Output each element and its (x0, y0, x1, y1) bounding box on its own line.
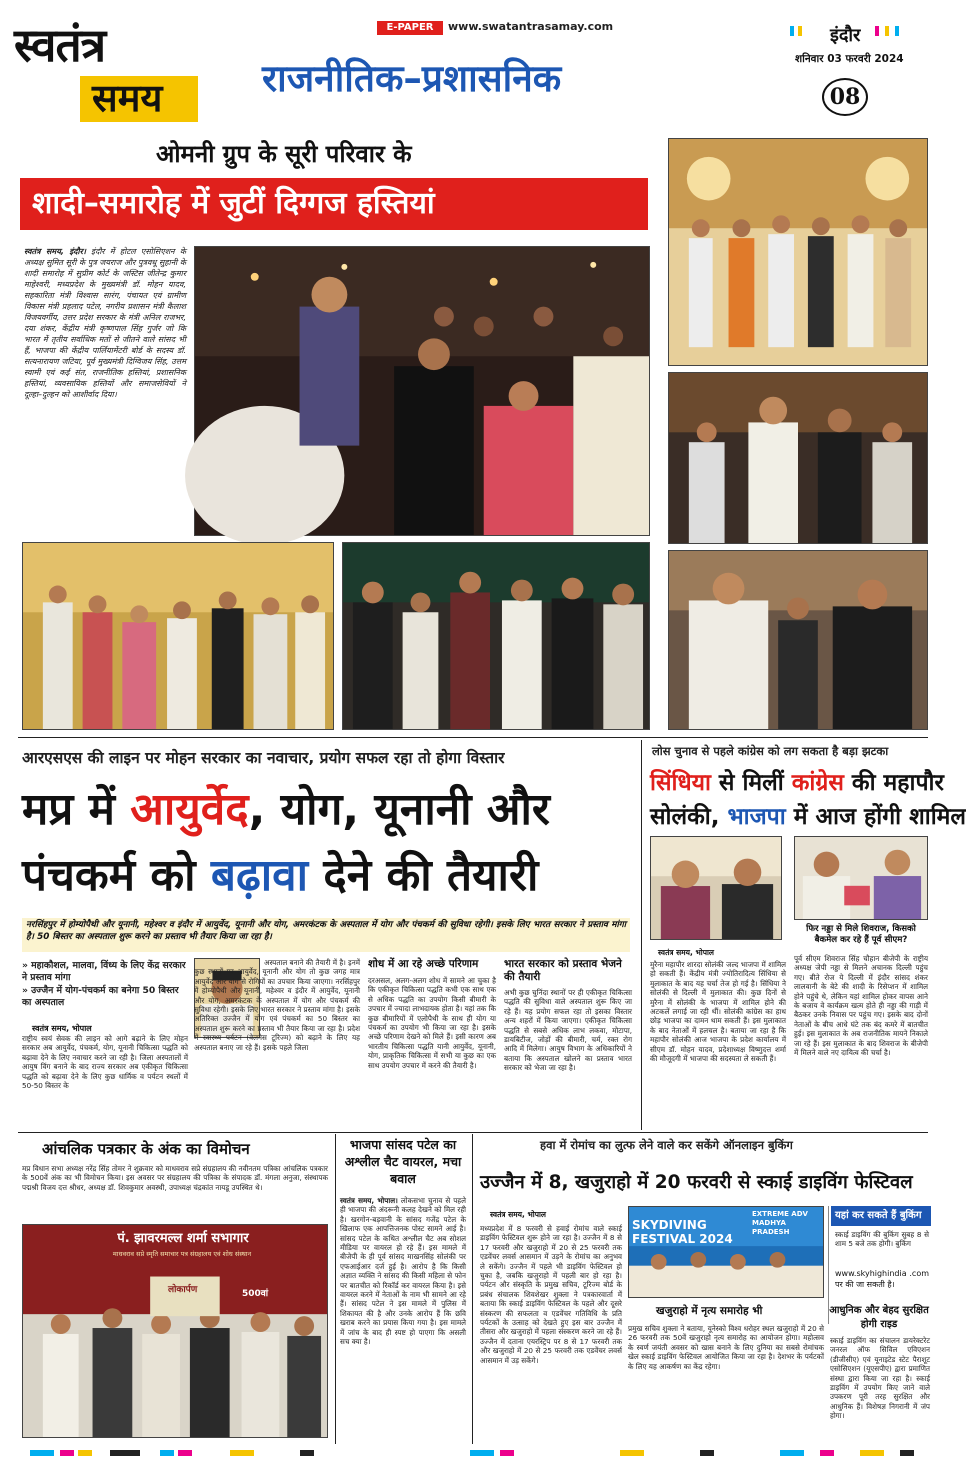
divider-vertical-3 (472, 1134, 473, 1444)
story-ayurveda-body-4: अभी कुछ चुनिंदा स्थानों पर ही एकीकृत चिकित्सा पद्धति की सुविधा वाले अस्पताल शुरू किए जा रहे हैं। यह प्रयोग सफल रहा तो इसका विस्तार अन्य शहरों में किया जाएगा। एकीकृत चिकित्सा पद्धति से सबसे अधिक लाभ लकवा, मोटापा, डायबिटीज, जोड़ों की बीमारी, चर्म, रक्त रोग आदि में मिलेगा। आयुष विभाग के अधिकारियों ने बताया कि अस्पताल खोलने का प्रस्ताव भारत सरकार को भेजा जा रहा है। (504, 988, 632, 1073)
story-ayurveda-sub-1: शोध में आ रहे अच्छे परिणाम (368, 958, 479, 970)
story-sindhia-headline-1 (650, 768, 944, 798)
photo-guests-greeting-image (669, 373, 927, 543)
headline-highlight-sindhia: सिंधिया (650, 770, 711, 796)
story-mp-chat (338, 1134, 468, 1444)
photo-leaders-meet (342, 542, 650, 730)
logo (14, 18, 199, 126)
story-mp-chat-text: लोकसभा चुनाव से पहले ही भाजपा की अंदरूनी कलह देखने को मिल रही है। खरगोन-बड़वानी के सांसद गजेंद्र पटेल के खिलाफ एक आपत्तिजनक पोस्ट सामने आई है। सांसद पटेल के कथित अश्लील चैट अब सोशल मीडिया पर वायरल हो रहे हैं। इस मामले में बीजेपी के ही पूर्व सांसद माखनसिंह सोलंकी पर एफआईआर दर्ज हुई है। आरोप है कि किसी अज्ञात व्यक्ति ने सांसद की किसी महिला से फोन पर बातचीत को रिकॉर्ड कर वायरल किया है। इसे वायरल करने में नेताओं के नाम भी सामने आ रहे हैं। सांसद पटेल ने इस मामले में पुलिस में शिकायत की है और उनके आरोप हैं कि छवि खराब करने का प्रयास किया गया है। इस मामले में जांच के बाद ही स्पष्ट हो पाएगा कि असली सच क्या है। (340, 1196, 466, 1347)
headline-part: , योग, यूनानी और (248, 784, 550, 835)
story-magazine (18, 1134, 332, 1444)
story-skydiving-sub-left: खजुराहो में नृत्य समारोह भी (656, 1305, 763, 1317)
headline-part: में आज होंगी शामिल (785, 804, 966, 830)
headline-highlight-bjp: भाजपा (727, 804, 786, 830)
bullet-item: » उज्जैन में योग-पंचकर्म का बनेगा 50 बिस्तर का अस्पताल (22, 985, 179, 1008)
photo-banner-subtext: माधवराव सप्रे स्मृति समाचार पत्र संग्रहालय एवं शोध संस्थान (112, 1250, 252, 1258)
divider-1 (18, 737, 928, 738)
story-ayurveda-body-3: दरअसल, अलग-अलग शोध में सामने आ चुका है कि एकीकृत चिकित्सा पद्धति कभी एक साथ एक से अधिक पद्धति का उपयोग किसी बीमारी के उपचार में ज्यादा लाभदायक होता है। यहां तक कि कुछ बीमारियों में एलोपैथी के साथ ही योग या पंचकर्म का उपयोग भी किया जा रहा है। इसके अच्छे परिणाम देखने को मिले हैं। इसी कारण अब भारतीय चिकित्सा पद्धति यानी आयुर्वेद, यूनानी, योग, प्राकृतिक चिकित्सा में सभी या कुछ का एक साथ उपयोग उपचार में करने की तैयारी है। (368, 976, 496, 1070)
story-skydiving-sub-right: आधुनिक और बेहद सुरक्षित होगी राइड (829, 1305, 929, 1330)
story-ayurveda-headline-2 (22, 848, 538, 904)
story-ayurveda-headline-1 (22, 782, 550, 838)
story-skydiving-body-left: प्रमुख सचिव शुक्ला ने बताया, यूनेस्को विश्व धरोहर स्थल खजुराहो में 20 से 26 फरवरी तक 50वें खजुराहो नृत्य समारोह का आयोजन होगा। महोत्सव के स्वर्ण जयंती अवसर को खास बनाने के लिए दुनिया का सबसे रोमांचक खेल स्काई डाइविंग फेस्टिवल आयोजित किया जा रहा है। देशभर के पर्यटकों के लिए यह आकर्षण का केंद्र रहेगा। (628, 1324, 824, 1371)
story-mp-chat-body (340, 1196, 466, 1440)
headline-part: से मिलीं (710, 770, 792, 796)
headline-part: पंचकर्म को (22, 850, 211, 901)
bullet-text: उज्जैन में योग-पंचकर्म का बनेगा 50 बिस्तर का अस्पताल (22, 985, 179, 1008)
story-sindhia-byline: स्वतंत्र समय, भोपाल (658, 948, 714, 957)
booking-box-url[interactable]: www.skyhighindia .com पर की जा सकती है। (835, 1269, 929, 1289)
story-mp-chat-byline: स्वतंत्र समय, भोपाल। (340, 1196, 398, 1205)
photo-leaders-meet-image (343, 543, 649, 729)
city-name: इंदौर (830, 25, 861, 46)
photo-shivraj-nadda (794, 836, 928, 920)
story-ayurveda-byline: स्वतंत्र समय, भोपाल (32, 1024, 92, 1033)
story-sindhia-kicker: लोस चुनाव से पहले कांग्रेस को लग सकता है बड़ा झटका (652, 744, 889, 758)
story-magazine-body: मप्र विधान सभा अध्यक्ष नरेंद्र सिंह तोमर ने शुक्रवार को माधवराव सप्रे संग्रहालय की नवीनतम पत्रिका आंचलिक पत्रकार के 500वें अंक का भी विमोचन किया। इस अवसर पर संग्रहालय की पत्रिका के संपादक डॉ. मंगला अनुजा, संस्थापक पद्मश्री विजय दत्त श्रीधर, अध्यक्ष डॉ. शिवकुमार अवस्थी, उपाध्यक्ष चंद्रकांत नायडू उपस्थित थे। (22, 1164, 328, 1192)
story-skydiving-headline: उज्जैन में 8, खजुराहो में 20 फरवरी से स्काई डाइविंग फेस्टिवल (480, 1172, 913, 1193)
story-wedding-kicker: ओमनी ग्रुप के सूरी परिवार के (156, 140, 412, 168)
photo-launch-number-text: 500वां (242, 1289, 269, 1299)
story-ayurveda-body-2: अस्पताल बनाने की तैयारी में है। इनमें कुछ स्थानों पर आयुर्वेद, यूनानी और योग तो कुछ जगह मात्र आयुर्वेद और योग से रोगियों का उपचार किया जाएगा। नरसिंहपुर में होम्योपैथी और यूनानी, महेश्वर व इंदौर में आयुर्वेद, यूनानी और योग, अमरकंटक के अस्पताल में योग और पंचकर्म की सुविधा रहेगी। इसके लिए भारत सरकार ने प्रस्ताव मांगा है। इसके अतिरिक्त उज्जैन में योग एवं पंचकर्म का 50 बिस्तर का अस्पताल शुरू करने का प्रस्ताव भी तैयार किया जा रहा है। प्रदेश में स्वास्थ्य पर्यटन (वेलनेस टूरिज्म) को बढ़ाने के लिए यह अस्पताल बनाए जा रहे हैं। इसके पहले जिला (194, 958, 360, 1052)
page-number: 08 (822, 78, 868, 116)
story-wedding-headline: शादी–समारोह में जुटीं दिग्गज हस्तियां (32, 186, 435, 221)
photo-guests-handshake (668, 550, 928, 730)
story-skydiving (476, 1134, 930, 1444)
story-ayurveda-bullets (22, 960, 188, 1016)
headline-highlight-congress: कांग्रेस (791, 770, 844, 796)
photo-shivraj-nadda-image (795, 837, 927, 919)
logo-top-text: स्वतंत्र (14, 18, 106, 72)
story-ayurveda-body-1: राष्ट्रीय स्वयं सेवक की लाइन को आगे बढ़ाने के लिए मोहन सरकार अब आयुर्वेद, पंचकर्म, योग, यूनानी चिकित्सा पद्धति को बढ़ावा देने के लिए नवाचार करने जा रही है। जिला अस्पतालों में आयुष विंग बनाने के बाद राज्य सरकार अब एकीकृत चिकित्सा पद्धति को बढ़ावा देने के लिए कुछ धार्मिक व पर्यटन स्थलों में 50-50 बिस्तर के (22, 1034, 188, 1091)
story-sindhia-body-2: पूर्व सीएम शिवराज सिंह चौहान बीजेपी के राष्ट्रीय अध्यक्ष जेपी नड्डा से मिलने अचानक दिल्ली पहुंच गए। बीते रोज ये दिल्ली में इंदौर सांसद शंकर लालवानी के बेटे की शादी के रिसेप्शन में शामिल होने पहुंचे थे, लेकिन यहां शामिल होकर वापस आने के बजाय वे कार्यक्रम खत्म होते ही नड्डा की गाड़ी में बैठकर उनके निवास पर पहुंच गए। इसके बाद दोनों नेताओं के बीच आधे घंटे तक बंद कमरे में बातचीत हुई। इस मुलाकात के अब राजनीतिक मायने निकाले जा रहे हैं। इस मुलाकात के बाद शिवराज के बीजेपी में मिलने वाले नए दायित्व की चर्चा है। (794, 954, 928, 1058)
headline-part: सोलंकी, (650, 804, 728, 830)
booking-box-body: स्काई डाइविंग की बुकिंग सुबह 8 से शाम 5 बजे तक होगी। बुकिंग (835, 1230, 929, 1249)
story-skydiving-body-right: स्काई डाइविंग का संचालन डायरेक्टरेट जनरल ऑफ सिविल एविएशन (डीजीसीए) एवं यूनाइटेड स्टेट पैराशूट एसोसिएशन (यूएसपीए) द्वारा प्रमाणित संस्था द्वारा किया जा रहा है। स्काई डाइविंग में उपयोग किए जाने वाले उपकरण पूरी तरह सुरक्षित और आधुनिक हैं। विशेषज्ञ निगरानी में जंप होगा। (830, 1336, 930, 1421)
bullet-item: » महाकौशल, मालवा, विंध्य के लिए केंद्र सरकार ने प्रस्ताव मांगा (22, 960, 186, 983)
story-wedding (18, 132, 928, 732)
photo-skydiving-banner-subtext: EXTREME ADV MADHYA PRADESH (752, 1210, 808, 1236)
story-wedding-byline: स्वतंत्र समय, इंदौर। (24, 247, 86, 256)
story-wedding-text: इंदौर में होटल एसोसिएशन के अध्यक्ष सुमित सूरी के पुत्र जयराज और पुत्रवधू सुहानी के शादी समारोह में सुप्रीम कोर्ट के जस्टिस जीतेन्द्र कुमार माहेश्वरी, मध्यप्रदेश के मुख्यमंत्री डॉ. मोहन यादव, सहकारिता मंत्री विश्वास सारंग, पंचायत एवं ग्रामीण विकास मंत्री प्रहलाद पटेल, नगरीय प्रशासन मंत्री कैलाश विजयवर्गीय, उत्तर प्रदेश सरकार के मंत्री अनिल राजभर, दया शंकर, केंद्रीय मंत्री कृष्णपाल सिंह गुर्जर जो कि भारत में तृतीय सर्वाधिक मतों से जीतने वाले सांसद भी हैं, भाजपा की केंद्रीय पार्लियामेंटरी बोर्ड के सदस्य डॉ. सत्यनारायण जटिया, पूर्व मुख्यमंत्री दिग्विजय सिंह, उत्तम स्वामी एवं कई संत, राजनीतिक हस्तियां, प्रशासनिक हस्तियां, व्यवसायिक हस्तियों और समाजसेवियों ने दूल्हा–दुल्हन को आशीर्वाद दिया। (24, 247, 186, 399)
story-magazine-headline: आंचलिक पत्रकार के अंक का विमोचन (42, 1140, 250, 1158)
story-wedding-body (24, 246, 186, 536)
story-ayurveda-sub-2: भारत सरकार को प्रस्ताव भेजने की तैयारी (504, 958, 622, 983)
headline-part: देने की तैयारी (308, 850, 539, 901)
photo-banner-text: पं. झावरमल्ल शर्मा सभागार (117, 1231, 249, 1246)
story-ayurveda-kicker: आरएसएस की लाइन पर मोहन सरकार का नवाचार, प्रयोग सफल रहा तो होगा विस्तार (22, 749, 505, 767)
story-sindhia-caption: फिर नड्डा से मिले शिवराज, किसको बैकमेल कर रहे हैं पूर्व सीएम? (806, 924, 916, 945)
footer-color-bars (0, 1450, 945, 1460)
photo-solanki-sindhia (650, 836, 782, 940)
divider-vertical-2 (335, 1134, 336, 1444)
section-title: राजनीतिक–प्रशासनिक (262, 57, 562, 100)
headline-highlight-ayurveda: आयुर्वेद (130, 784, 249, 835)
photo-guests-greeting (668, 372, 928, 544)
photo-stage-couple-image (23, 543, 333, 729)
story-ayurveda-deck: नरसिंहपुर में होम्योपैथी और यूनानी, महेश्वर व इंदौर में आयुर्वेद, यूनानी और योग, अमरकंटक के अस्पताल में योग और पंचकर्म की सुविधा रहेगी। इसके लिए भारत सरकार ने प्रस्ताव मांगा है। 50 बिस्तर का अस्पताल शुरू करने का प्रस्ताव भी तैयार किया जा रहा है। (22, 918, 630, 952)
logo-bottom-text: समय (92, 75, 163, 120)
divider-vertical-1 (641, 740, 642, 1130)
headline-part: मप्र में (22, 784, 131, 835)
photo-skydiving-banner-text: SKYDIVING FESTIVAL 2024 (632, 1218, 733, 1246)
bullet-text: महाकौशल, मालवा, विंध्य के लिए केंद्र सरकार ने प्रस्ताव मांगा (22, 960, 186, 983)
story-sindhia-headline-2 (650, 802, 966, 832)
story-skydiving-kicker: हवा में रोमांच का लुत्फ लेने वाले कर सकेंगे ऑनलाइन बुकिंग (540, 1138, 793, 1152)
photo-solanki-sindhia-image (651, 837, 781, 939)
story-skydiving-byline: स्वतंत्र समय, भोपाल (490, 1210, 546, 1219)
photo-groom-arrival-image (195, 247, 649, 535)
photo-launch-book-text: लोकार्पण (168, 1285, 198, 1295)
photo-groom-arrival (194, 246, 650, 536)
story-mp-chat-headline: भाजपा सांसद पटेल का अश्लील चैट वायरल, मचा बवाल (344, 1137, 462, 1186)
photo-guests-handshake-image (669, 551, 927, 729)
story-skydiving-body: मध्यप्रदेश में 8 फरवरी से हवाई रोमांच वाले स्काई डाइविंग फेस्टिवल शुरू होने जा रहा है। उज्जैन में 8 से 17 फरवरी और खजुराहो में 20 से 25 फरवरी तक एडवेंचर लवर्स आसमान में उड़ने के रोमांच का अनुभव ले सकेंगे। उज्जैन में पहले भी डाइविंग फेस्टिवल हो चुका है, जबकि खजुराहो में पहली बार हो रहा है। पर्यटन और संस्कृति के प्रमुख सचिव, टूरिज्म बोर्ड के प्रबंध संचालक शिवशेखर शुक्ला ने पत्रकारवार्ता में बताया कि स्काई डाइविंग फेस्टिवल के पहले और दूसरे संस्करण की सफलता व एडवेंचर गतिविधि के प्रति पर्यटकों के उत्साह को देखते हुए इस बार उज्जैन में तीसरा और खजुराहो में पहला संस्करण करने जा रहे हैं। उज्जैन में दताना एयरस्ट्रिप पर 8 से 17 फरवरी तक और खजुराहो में 20 से 25 फरवरी तक एडवेंचर लवर्स आसमान में उड़ सकेंगे। (480, 1224, 622, 1365)
photo-stage-couple (22, 542, 334, 730)
headline-part: की महापौर (843, 770, 944, 796)
story-sindhia-body-1: मुरैना महापौर शारदा सोलंकी जल्द भाजपा में शामिल हो सकती हैं। केंद्रीय मंत्री ज्योतिरादित्य सिंधिया से मुलाकात के बाद यह चर्चा तेज हो गई है। सिंधिया ने सोलंकी से दिल्ली में मुलाकात की। कुछ दिनों से मुरैना में सोलंकी के भाजपा में शामिल होने की अटकलें लगाई जा रही थीं। सोलंकी कांग्रेस का हाथ छोड़ भाजपा का दामन थाम सकती हैं। इस मुलाकात के बाद नेताओं में हलचल है। बताया जा रहा है कि महापौर सोलंकी आज भाजपा के प्रदेश कार्यालय में सीएम डॉ. मोहन यादव, प्रदेशाध्यक्ष विष्णुदत्त शर्मा की मौजूदगी में भाजपा की सदस्यता ले सकती हैं। (650, 960, 786, 1064)
site-url[interactable]: www.swatantrasamay.com (448, 20, 614, 33)
story-sindhia (646, 740, 966, 1130)
epaper-badge: E-PAPER (377, 21, 443, 35)
masthead (0, 0, 945, 128)
booking-box-title: यहां कर सकते हैं बुकिंग (835, 1210, 922, 1221)
photo-stage-group (668, 138, 928, 366)
story-ayurveda (18, 740, 636, 1130)
divider-2 (18, 1132, 928, 1133)
issue-date: शनिवार 03 फरवरी 2024 (795, 53, 904, 65)
photo-stage-group-image (669, 139, 927, 365)
headline-highlight-badhava: बढ़ावा (210, 850, 309, 901)
